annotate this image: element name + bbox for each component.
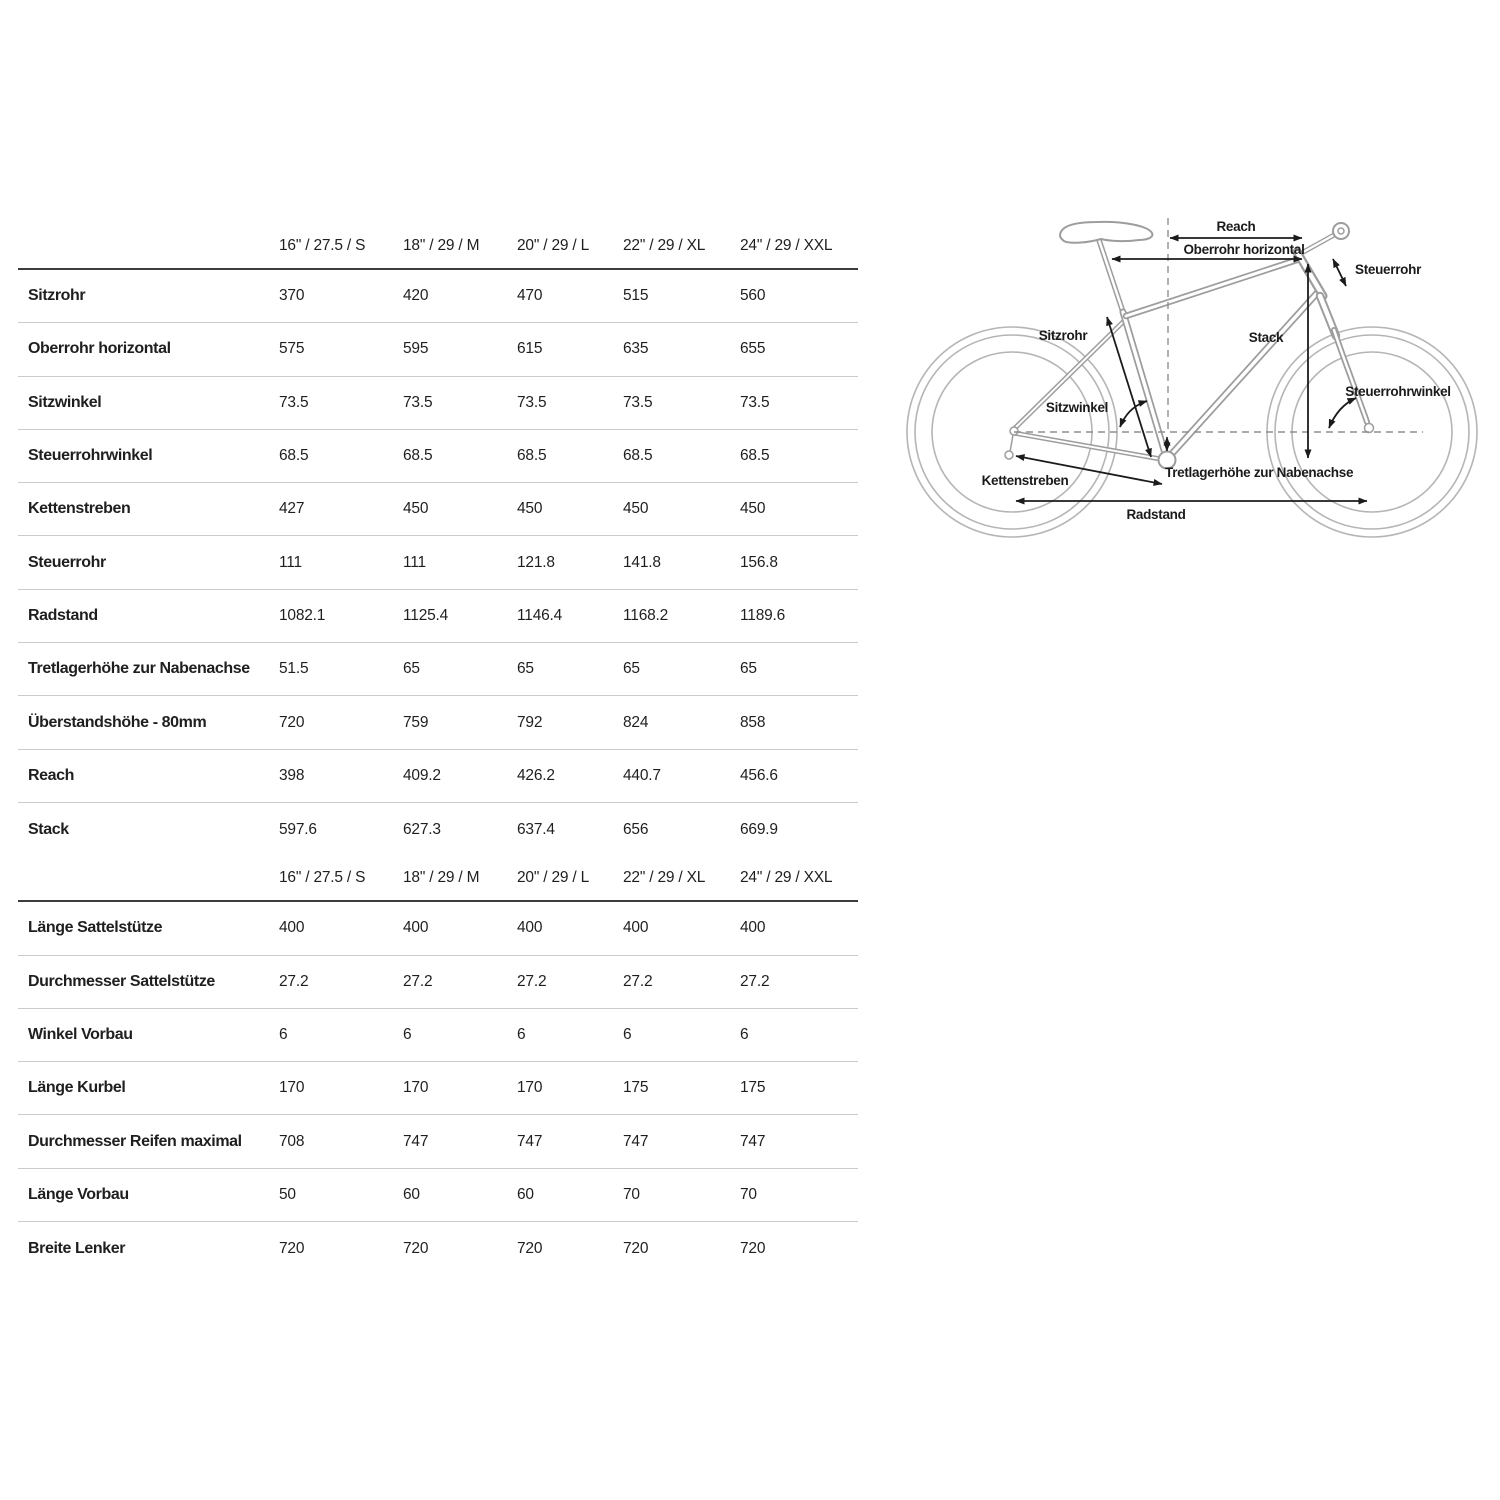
cell-value: 450 [517, 500, 543, 518]
table-row [18, 1062, 858, 1115]
saddle [1060, 222, 1152, 243]
table-row [18, 696, 858, 749]
table-row [18, 536, 858, 589]
cell-value: 6 [623, 1026, 632, 1043]
cell-value: 68.5 [740, 447, 770, 465]
cell-value: 175 [740, 1079, 766, 1097]
diagram-label-kettenstreben: Kettenstreben [981, 473, 1069, 488]
cell-value: 6 [403, 1026, 412, 1043]
cell-value: 708 [279, 1132, 305, 1150]
cell-value: 759 [403, 713, 429, 731]
table-row [18, 483, 858, 536]
cell-value: 27.2 [517, 972, 547, 990]
cell-value: 27.2 [623, 972, 653, 990]
table-row [18, 270, 858, 323]
column-header: 22" / 29 / XL [623, 869, 706, 887]
table-header-row [18, 856, 858, 902]
cell-value: 1189.6 [740, 606, 786, 624]
cell-value: 440.7 [623, 766, 661, 784]
cell-value: 70 [740, 1185, 757, 1203]
row-label: Sitzrohr [28, 287, 86, 305]
cell-value: 156.8 [740, 553, 778, 571]
column-header: 16" / 27.5 / S [279, 237, 366, 254]
diagram-label-radstand: Radstand [1126, 507, 1186, 522]
cell-value: 426.2 [517, 766, 555, 784]
row-label: Steuerrohr [28, 553, 106, 571]
table-row [18, 750, 858, 803]
cell-value: 60 [403, 1185, 420, 1203]
cell-value: 450 [740, 500, 766, 518]
row-label: Sitzwinkel [28, 393, 102, 411]
cell-value: 720 [517, 1239, 543, 1257]
cell-value: 720 [279, 1239, 305, 1257]
cell-value: 747 [623, 1132, 649, 1150]
cell-value: 68.5 [279, 447, 309, 465]
table-row [18, 902, 858, 955]
column-header: 18" / 29 / M [403, 237, 480, 254]
table-row [18, 1115, 858, 1168]
cell-value: 470 [517, 287, 543, 305]
cell-value: 170 [403, 1079, 429, 1097]
cell-value: 669.9 [740, 820, 778, 838]
cell-value: 73.5 [623, 393, 653, 411]
headtube-arrow [1333, 259, 1346, 286]
row-label: Tretlagerhöhe zur Nabenachse [28, 660, 250, 678]
cell-value: 627.3 [403, 820, 441, 838]
cell-value: 111 [279, 553, 302, 571]
rear-derailleur-pulley [1005, 451, 1013, 459]
cell-value: 170 [517, 1079, 543, 1097]
table-row [18, 1222, 858, 1275]
cell-value: 655 [740, 340, 766, 358]
cell-value: 720 [740, 1239, 766, 1257]
cell-value: 400 [740, 919, 766, 937]
cell-value: 6 [740, 1026, 749, 1043]
row-label: Breite Lenker [28, 1239, 126, 1257]
cell-value: 450 [623, 500, 649, 518]
cell-value: 560 [740, 287, 766, 305]
cell-value: 747 [517, 1132, 543, 1150]
diagram-label-sitzwinkel: Sitzwinkel [1045, 400, 1109, 415]
table-header-row [18, 224, 858, 270]
bike-geometry-diagram [900, 200, 1490, 570]
row-label: Länge Vorbau [28, 1185, 129, 1203]
cell-value: 27.2 [740, 972, 770, 990]
cell-value: 65 [623, 660, 640, 678]
diagram-label-reach: Reach [1216, 219, 1256, 234]
cell-value: 68.5 [517, 447, 547, 465]
cell-value: 111 [403, 553, 426, 571]
cell-value: 6 [279, 1026, 288, 1043]
cell-value: 1125.4 [403, 606, 449, 624]
cell-value: 370 [279, 287, 305, 305]
row-label: Winkel Vorbau [28, 1026, 133, 1043]
row-label: Durchmesser Reifen maximal [28, 1132, 242, 1150]
handlebar-grip-center [1338, 228, 1344, 234]
column-header: 24" / 29 / XXL [740, 869, 833, 887]
cell-value: 637.4 [517, 820, 555, 838]
table-row [18, 377, 858, 430]
cell-value: 450 [403, 500, 429, 518]
table-row [18, 590, 858, 643]
cell-value: 420 [403, 287, 429, 305]
column-header: 20" / 29 / L [517, 237, 590, 254]
cell-value: 121.8 [517, 553, 555, 571]
row-label: Stack [28, 820, 69, 838]
cell-value: 73.5 [279, 393, 309, 411]
row-label: Oberrohr horizontal [28, 340, 171, 358]
table-row [18, 430, 858, 483]
cell-value: 1082.1 [279, 606, 326, 624]
bike-frame [1014, 235, 1367, 460]
geometry-table [18, 224, 858, 1275]
cell-value: 65 [740, 660, 757, 678]
cell-value: 68.5 [623, 447, 653, 465]
cell-value: 400 [403, 919, 429, 937]
cell-value: 65 [517, 660, 534, 678]
cell-value: 595 [403, 340, 429, 358]
cell-value: 575 [279, 340, 305, 358]
cell-value: 747 [403, 1132, 429, 1150]
cell-value: 747 [740, 1132, 766, 1150]
cell-value: 400 [517, 919, 543, 937]
cell-value: 400 [279, 919, 305, 937]
cell-value: 175 [623, 1079, 649, 1097]
cell-value: 858 [740, 713, 766, 731]
cell-value: 141.8 [623, 553, 661, 571]
cell-value: 398 [279, 766, 305, 784]
cell-value: 615 [517, 340, 543, 358]
cell-value: 427 [279, 500, 305, 518]
diagram-label-tretlagerhoehe: Tretlagerhöhe zur Nabenachse [1165, 465, 1354, 480]
cell-value: 6 [517, 1026, 526, 1043]
cell-value: 720 [623, 1239, 649, 1257]
row-label: Länge Kurbel [28, 1079, 126, 1097]
row-label: Reach [28, 766, 75, 784]
cell-value: 65 [403, 660, 420, 678]
cell-value: 60 [517, 1185, 534, 1203]
cell-value: 73.5 [403, 393, 433, 411]
cell-value: 1146.4 [517, 606, 563, 624]
cell-value: 409.2 [403, 766, 441, 784]
table-row [18, 1169, 858, 1222]
column-header: 24" / 29 / XXL [740, 237, 833, 254]
diagram-label-sitzrohr: Sitzrohr [1038, 328, 1088, 343]
table-row [18, 643, 858, 696]
column-header: 20" / 29 / L [517, 869, 590, 887]
cell-value: 1168.2 [623, 606, 669, 624]
cell-value: 635 [623, 340, 649, 358]
diagram-label-oberrohr: Oberrohr horizontal [1183, 242, 1305, 257]
row-label: Steuerrohrwinkel [28, 447, 153, 465]
table-row [18, 1009, 858, 1062]
seat-angle-arc [1120, 401, 1147, 427]
column-header: 18" / 29 / M [403, 869, 480, 887]
table-row [18, 803, 858, 856]
cell-value: 27.2 [279, 972, 309, 990]
column-header: 16" / 27.5 / S [279, 869, 366, 887]
front-dropout [1365, 424, 1374, 433]
cell-value: 51.5 [279, 660, 309, 678]
diagram-label-stack: Stack [1248, 330, 1284, 345]
cell-value: 720 [403, 1239, 429, 1257]
rear-derailleur [1010, 435, 1013, 452]
cell-value: 73.5 [740, 393, 770, 411]
row-label: Überstandshöhe - 80mm [28, 713, 207, 731]
cell-value: 792 [517, 713, 543, 731]
cell-value: 400 [623, 919, 649, 937]
head-angle-arc [1329, 398, 1356, 428]
cell-value: 720 [279, 713, 305, 731]
row-label: Kettenstreben [28, 500, 131, 518]
cell-value: 70 [623, 1185, 640, 1203]
row-label: Länge Sattelstütze [28, 919, 163, 937]
cell-value: 656 [623, 820, 649, 838]
table-row [18, 956, 858, 1009]
table-row [18, 323, 858, 376]
cell-value: 515 [623, 287, 649, 305]
cell-value: 27.2 [403, 972, 433, 990]
row-label: Radstand [28, 606, 98, 624]
rear-axle [1010, 427, 1018, 435]
diagram-label-steuerrohrwinkel: Steuerrohrwinkel [1345, 384, 1451, 399]
cell-value: 73.5 [517, 393, 547, 411]
diagram-label-steuerrohr: Steuerrohr [1355, 262, 1422, 277]
column-header: 22" / 29 / XL [623, 237, 706, 254]
cell-value: 456.6 [740, 766, 778, 784]
cell-value: 50 [279, 1185, 296, 1203]
cell-value: 68.5 [403, 447, 433, 465]
cell-value: 597.6 [279, 820, 317, 838]
cell-value: 170 [279, 1079, 305, 1097]
cell-value: 824 [623, 713, 649, 731]
row-label: Durchmesser Sattelstütze [28, 972, 215, 990]
